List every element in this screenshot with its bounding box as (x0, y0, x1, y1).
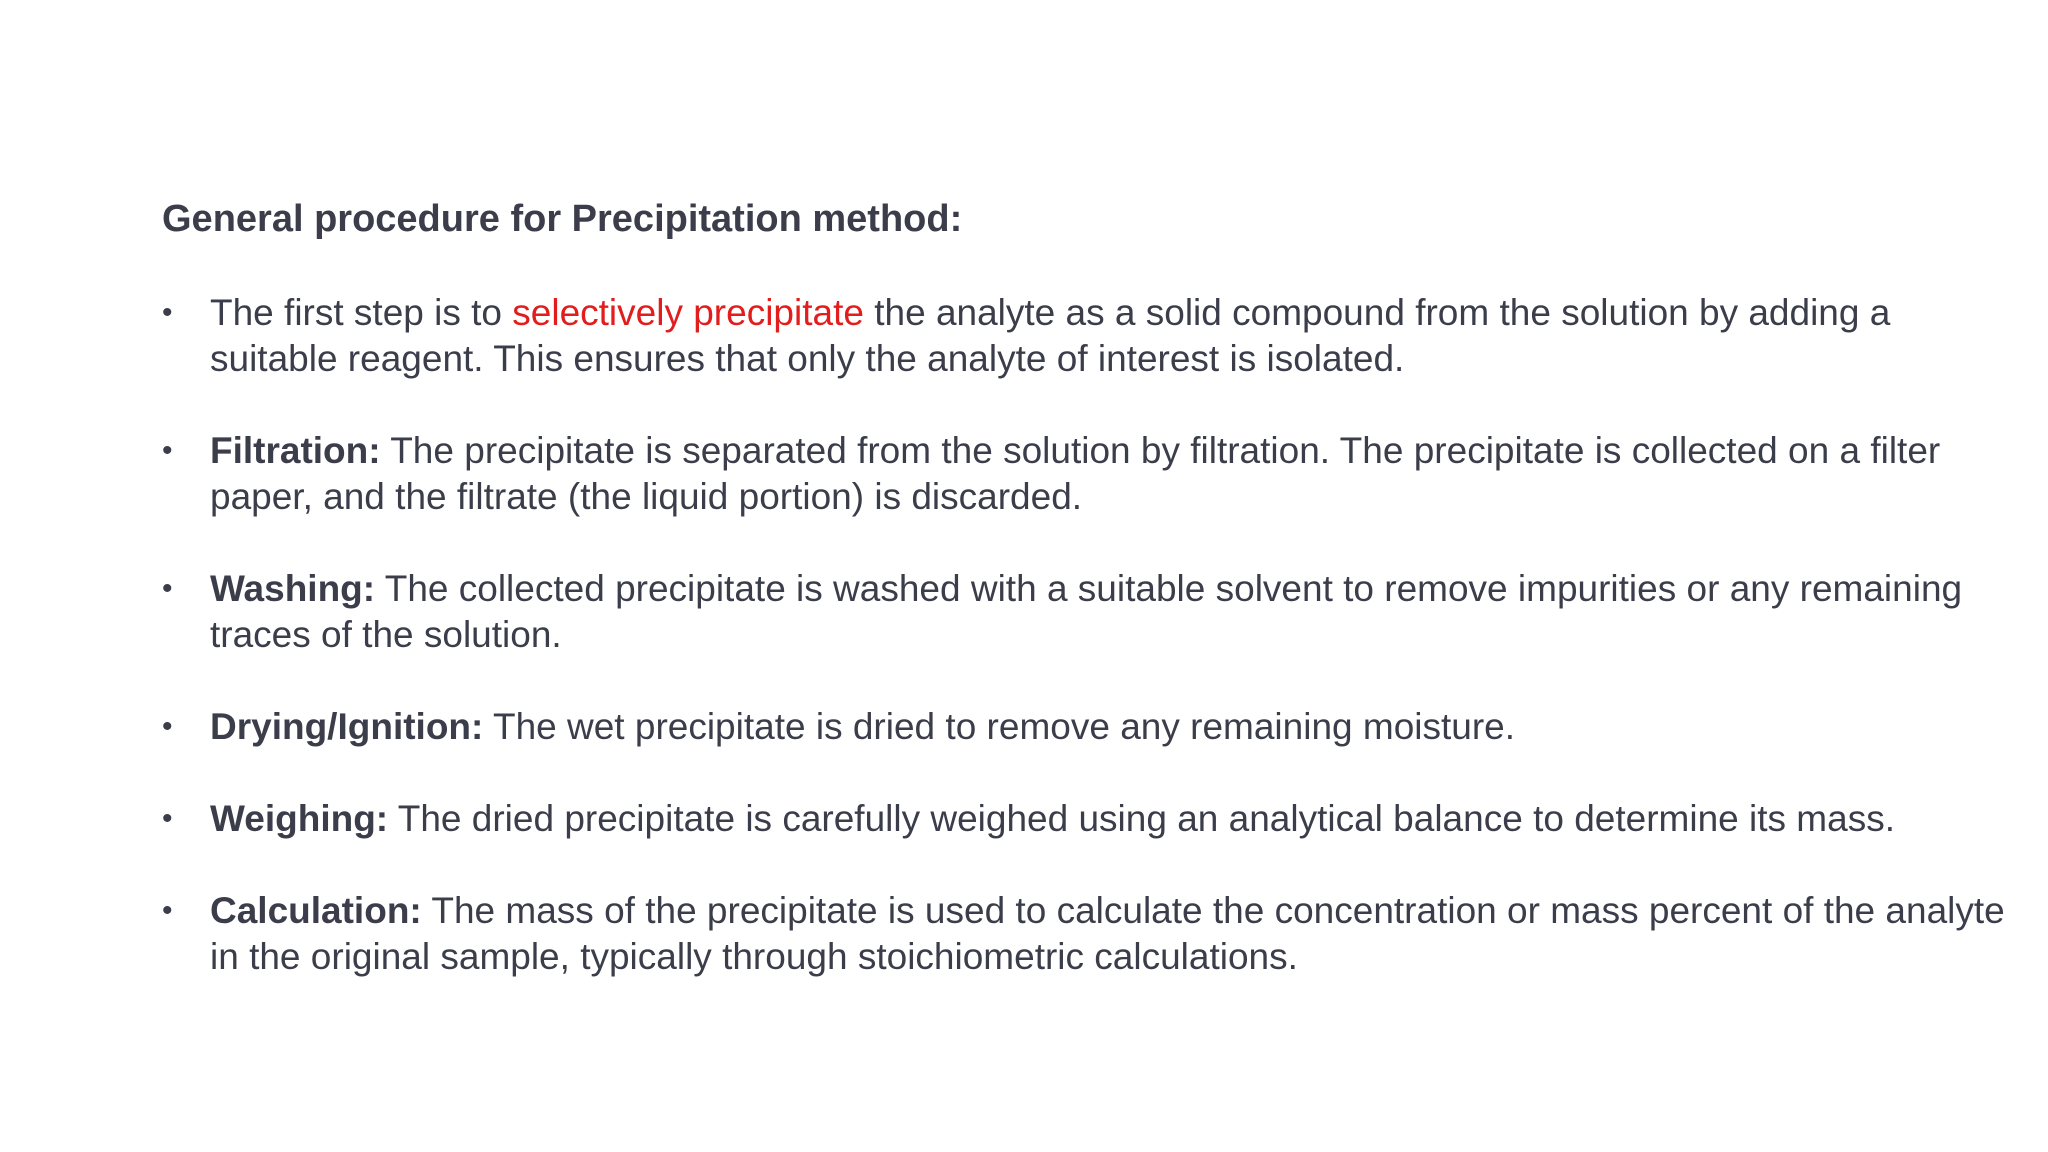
bullet-term: Filtration: (210, 430, 381, 471)
bullet-item-precipitation (162, 290, 2022, 382)
bullet-text: The collected precipitate is washed with a suitable solvent to remove impurities or any remaining traces of the solution. (210, 568, 1963, 655)
bullet-dot-icon: • (162, 296, 173, 329)
slide-heading: General procedure for Precipitation method: (162, 198, 963, 240)
bullet-dot-icon: • (162, 710, 173, 743)
bullet-term: Drying/Ignition: (210, 706, 484, 747)
bullet-dot-icon: • (162, 572, 173, 605)
bullet-text: The dried precipitate is carefully weighed using an analytical balance to determine its mass. (388, 798, 1895, 839)
bullet-term: Weighing: (210, 798, 389, 839)
bullet-item-calculation (162, 888, 2022, 980)
bullet-item-washing (162, 566, 2022, 658)
bullet-item-drying (162, 704, 2022, 750)
bullet-dot-icon: • (162, 802, 173, 835)
bullet-text: The mass of the precipitate is used to calculate the concentration or mass percent of the analyte in the original sample, typically through stoichiometric calculations. (210, 890, 2005, 977)
bullet-dot-icon: • (162, 894, 173, 927)
bullet-text: The precipitate is separated from the solution by filtration. The precipitate is collected on a filter paper, and the filtrate (the liquid portion) is discarded. (210, 430, 1941, 517)
bullet-list (162, 290, 2022, 1026)
bullet-text: the analyte as a solid compound from the solution by adding a suitable reagent. This ensures that only the analyte of interest is isolated. (210, 292, 1891, 379)
bullet-item-filtration (162, 428, 2022, 520)
bullet-term: Washing: (210, 568, 376, 609)
bullet-item-weighing (162, 796, 2022, 842)
bullet-text-prefix: The first step is to (210, 292, 513, 333)
bullet-dot-icon: • (162, 434, 173, 467)
highlighted-phrase: selectively precipitate (512, 292, 864, 333)
bullet-term: Calculation: (210, 890, 422, 931)
bullet-text: The wet precipitate is dried to remove any remaining moisture. (483, 706, 1516, 747)
